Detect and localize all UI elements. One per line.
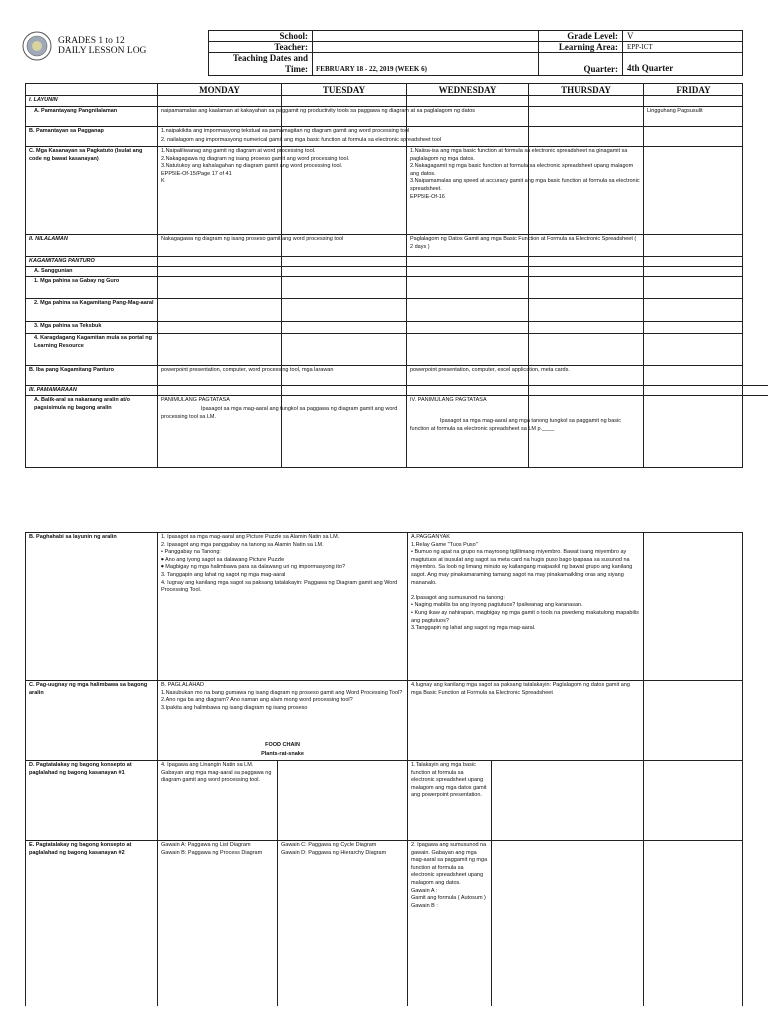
text-pagtatalakay-2-monday: Gawain A: Paggawa ng List Diagram Gawain B: Paggawa ng Process Diagram	[161, 842, 263, 856]
label-pamantayang-pangnilalaman: A. Pamantayang Pangnilalaman	[34, 108, 118, 114]
text-pamantayan-pagganap-1: 1.naipakikita ang impormasyong tekstual sa pamamagitan ng diagram gamit ang word processing tool	[161, 128, 410, 134]
day-friday: FRIDAY	[676, 85, 711, 95]
grade-value: V	[627, 31, 634, 41]
text-pagtatalakay-1-wednesday: 1.Talakayin ang mga basic function at formula sa electronic spreadsheet upang malagom ang mga datos gamit ang powerpoint presentation.	[411, 762, 487, 799]
text-pagtatalakay-1-monday: 4. Ipagawa ang Linangin Natin sa LM. Gabayan ang mga mag-aaral sa paggawa ng diagram gamit ang word processing tool.	[161, 762, 272, 784]
label-pag-uugnay: C. Pag-uugnay ng mga halimbawa sa bagong aralin	[29, 682, 148, 696]
label-gabay-ng-guro: 1. Mga pahina sa Gabay ng Guro	[34, 278, 120, 284]
text-pagtatalakay-2-tuesday: Gawain C: Paggawa ng Cycle Diagram Gawain D: Paggawa ng Hierarchy Diagram	[281, 842, 387, 856]
dates-label: Teaching Dates and Time:	[232, 53, 308, 74]
label-iba-pang-kagamitan: B. Iba pang Kagamitang Panturo	[29, 367, 114, 373]
text-iba-wednesday: powerpoint presentation, computer, excel application, meta cards.	[410, 367, 570, 373]
day-thursday: THURSDAY	[561, 85, 611, 95]
text-food-chain: FOOD CHAIN	[265, 742, 300, 748]
label-mga-kasanayan: C. Mga Kasanayan sa Pagkatuto (Isulat ang code ng bawat kasanayan)	[29, 148, 143, 162]
label-sanggunian: A. Sanggunian	[34, 268, 73, 274]
label-balik-aral: A. Balik-aral sa nakaraang aralin at/o pagsisimula ng bagong aralin	[34, 397, 130, 411]
text-pamantayan-pagganap-2: 2. nailalagom ang impormasyong numerical gamit ang mga basic function at formula sa electronic spreadsheet tool	[161, 137, 442, 143]
label-pamantayan-pagganap: B. Pamantayan sa Pagganap	[29, 128, 104, 134]
school-label: School:	[279, 31, 308, 41]
text-kasanayan-monday: 1.Naipaliliwanag ang gamit ng diagram at word processing tool. 2.Nakagagawa ng diagram ng isang proseso gamit ang word processing tool. 3.Natutukoy ang kahalagahan ng diagram gamit ang word processing tool. EPP5IE-Of-15/Page 17 of 41 K	[161, 148, 350, 185]
label-pagtatalakay-1: D. Pagtatalakay ng bagong konsepto at paglalahad ng bagong kasanayan #1	[29, 762, 132, 776]
text-nilalaman-monday: Nakagagawa ng diagram ng isang proseso gamit ang word processing tool	[161, 236, 344, 242]
label-paghahabi: B. Paghahabi sa layunin ng aralin	[29, 534, 117, 540]
text-pag-uugnay-monday: B. PAGLALAHAD 1.Nasubukan mo na bang gumawa ng isang diagram ng proseso gamit ang Word Processing Tool? 2.Ano nga ba ang diagram? Ano naman ang alam mong word processing tool? 3.Ipakita ang halimbawa ng isang diagram ng isang proseso	[161, 682, 403, 711]
title-panimulang-pagtatasa-monday: PANIMULANG PAGTATASA	[161, 397, 230, 403]
text-nilalaman-wednesday: Paglalagom ng Datos Gamit ang mga Basic Function at Formula sa Electronic Spreadsheet ( 2 days )	[410, 236, 637, 250]
section-kagamitang-panturo: KAGAMITANG PANTURO	[29, 258, 95, 264]
text-pagtatalakay-2-wednesday: 2. Ipagawa ang sumusunod na gawain. Gabayan ang mga mag-aaral sa paggamit ng mga function at formula sa electronic spreadsheet upang malagom ang datos. Gawain A : Gamit ang formula ( Autosum ) Gawain B :	[411, 842, 488, 909]
label-pagtatalakay-2: E. Pagtatalakay ng bagong konsepto at paglalahad ng bagong kasanayan #2	[29, 842, 132, 856]
text-pamantayang-pangnilalaman: naipamamalas ang kaalaman at kakayahan sa paggamit ng productivity tools sa paggawa ng diagram at sa paglalagom ng datos	[161, 108, 476, 114]
text-lingguhang-pagsusulit: Lingguhang Pagsusulit	[647, 108, 703, 114]
text-kasanayan-wednesday: 1.Naiisa-isa ang mga basic function at formula sa electronic spreadsheet na ginagamit sa paglalagom ng mga datos. 2.Nakagagamit ng mga basic function at formula sa electronic spreadsheet upang malagom ang datos. 3.Naipamamalas ang speed at accuracy gamit ang mga basic function at formula sa electronic spreadsheet. EPP5IE-Of-16	[410, 148, 640, 200]
title-panimulang-pagtatasa-wednesday: IV. PANIMULANG PAGTATASA	[410, 397, 487, 403]
teacher-label: Teacher:	[274, 42, 308, 52]
text-plants-rat-snake: Plants-rat-snake	[261, 751, 304, 757]
day-monday: MONDAY	[199, 85, 240, 95]
day-tuesday: TUESDAY	[322, 85, 366, 95]
text-balik-aral-wednesday: Ipasagot sa mga mag-aaral ang mga tanong tungkol sa paggamit ng basic function at formula sa electronic spreadsheet sa LM p.____	[410, 418, 622, 432]
label-learning-resource: 4. Karagdagang Kagamitan mula sa portal ng Learning Resource	[34, 335, 152, 349]
day-wednesday: WEDNESDAY	[438, 85, 497, 95]
quarter-value: 4th Quarter	[627, 63, 674, 73]
section-nilalaman: II. NILALAMAN	[29, 236, 68, 242]
section-layunin: I. LAYUNIN	[29, 97, 58, 103]
area-value: EPP-ICT	[627, 43, 653, 51]
label-kagamitang-pang-mag-aaral: 2. Mga pahina sa Kagamitang Pang-Mag-aaral	[34, 300, 154, 306]
area-label: Learning Area:	[558, 42, 618, 52]
text-paghahabi-monday: 1. Ipasagot sa mga mag-aaral ang Picture Puzzle sa Alamin Natin sa LM. 2. Ipasagot ang mga panggabay na tanong sa Alamin Natin sa LM. • Panggabay na Tanong: ⦁ Ano ang iyong sagot sa dalawang Picture Puzzle ⦁ Magbigay ng mga halimbawa para sa dalawang uri ng impormasyong ito? 3. Tanggapin ang lahat ng sagot ng mga mag-aaral 4. Iugnay ang kanilang mga sagot sa paksang tatalakayin: Paggawa ng Diagram gamit ang Word Processing Tool.	[161, 534, 398, 594]
label-teksbuk: 3. Mga pahina sa Teksbuk	[34, 323, 102, 329]
section-pamamaraan: III. PAMAMARAAN	[29, 387, 77, 393]
title-grades: GRADES 1 to 12	[58, 36, 125, 46]
text-paghahabi-wednesday: A.PAGGANYAK 1.Relay Game "Tuos Puso" • Bumuo ng apat na grupo na mayroong tiglilimang miyembro. Bawat isang miyembro ay magtutuos at isusulat ang sagot sa meta card na hugis puso bago ipapasa sa susunod na miyembro. Sa loob ng limang minuto ay kailangang maipaskil ng bawat grupo ang kanilang sagot. Ang may pinakamaraming tamang sagot na may pinakamaikling oras ang siyang mananalo. 2.Ipasagot ang sumusunod na tanong: • Naging mabilis ba ang inyong pagtutuos? Ipaliwanag ang karanasan. • Kung ikaw ay nahirapan, magbigay ng mga gamit o tools na pwedeng makatulong mapabilis ang pagtutuos? 3.Tanggapin ng lahat ang sagot ng mga mag-aaral.	[411, 534, 639, 632]
text-iba-monday: powerpoint presentation, computer, word processing tool, mga larawan	[161, 367, 334, 373]
text-pag-uugnay-wednesday: 4.Iugnay ang kanilang mga sagot sa paksang tatalakayin: Paglalagom ng datos gamit ang mga Basic Function at Formula sa Electronic Spreadsheet	[411, 682, 630, 696]
grade-label: Grade Level:	[567, 31, 618, 41]
quarter-label: Quarter:	[583, 64, 618, 74]
title-dll: DAILY LESSON LOG	[58, 46, 147, 56]
dates-value: FEBRUARY 18 - 22, 2019 (WEEK 6)	[316, 65, 427, 73]
deped-seal	[22, 31, 52, 61]
text-balik-aral-monday: Ipasagot sa mga mag-aaral ang tungkol sa paggawa ng diagram gamit ang word processing tool sa LM.	[161, 406, 398, 420]
